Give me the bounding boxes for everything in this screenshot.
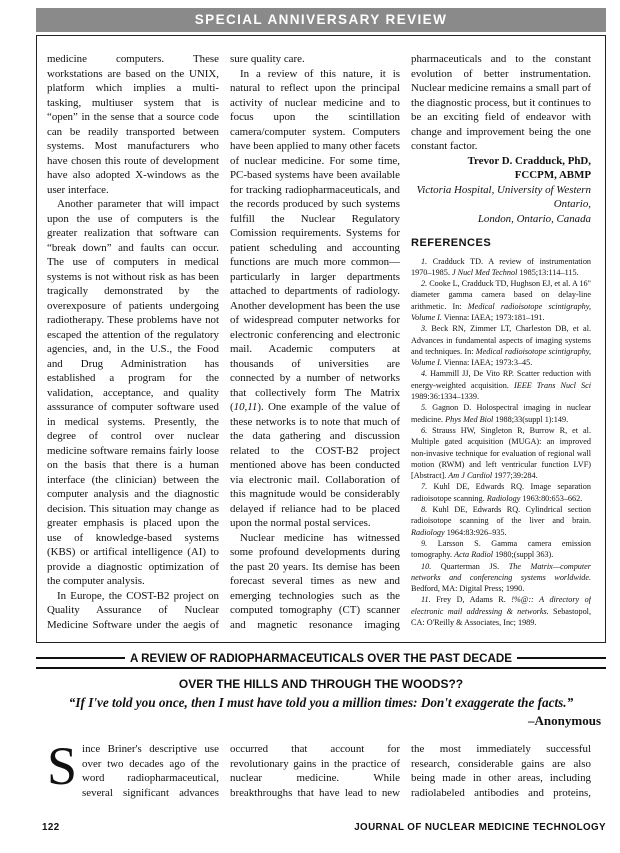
reference-text: 1988;33(suppl 1):149. [493, 414, 569, 424]
body-column-3: the most immediately successful research, considerable gains are also being made in other areas, including radiolabeled antibodies and proteins, [411, 743, 591, 799]
reference-number: 3. [421, 324, 432, 334]
reference-text: Larsson S. Gamma camera emission tomography. [411, 538, 591, 560]
title-rule [517, 657, 606, 659]
author-name: Trevor D. Cradduck, PhD, [467, 154, 591, 167]
horizontal-rule [36, 667, 606, 669]
reference-text: 1980;(suppl 363). [493, 550, 554, 560]
article-title: A REVIEW OF RADIOPHARMACEUTICALS OVER THE PAST DECADE [130, 651, 512, 665]
reference-text: 1985;13:114–115. [517, 267, 579, 277]
reference-entry [411, 368, 591, 402]
reference-entry [411, 278, 591, 323]
reference-text: Vienna: IAEA; 1973:181–191. [441, 312, 545, 322]
reference-text: 1977;39:284. [492, 471, 538, 481]
paragraph: ince Briner's descriptive use over two decades ago of the word radiopharmaceutical, several significant advances [82, 743, 219, 799]
section-banner: SPECIAL ANNIVERSARY REVIEW [36, 8, 606, 32]
reference-entry [411, 425, 591, 481]
reference-text: 1964:83:926–935. [444, 527, 507, 537]
paragraph: In Europe, the COST-B2 project on Quality Assurance of Nuclear Medicine Software under the aegis of [47, 589, 219, 631]
reference-number: 5. [421, 403, 433, 413]
paragraph-text: In a review of this nature, it is natural to reflect upon the principal activity of nuclear medicine and to focus upon the scintillation camera/computer system. Computers have been applied to many other facets of nuclear medicine. For some time, PC-based systems have been available for tracking radiopharmaceuticals, and the records produced by such systems fulfill the Nuclear Regulatory Comission requirements. Systems for patient scheduling and accounting functions are much more common—particularly in larger departments attached to departments of radiology. Another development has been the use of widespread computer networks for electronic conferencing and electronic mail. Academic computers at thousands of universities are connected by a number of networks that collectively form The Matrix ( [230, 67, 400, 413]
citation: 10,11 [233, 401, 258, 413]
paragraph: pharmaceuticals and to the constant evolution of better instrumentation. Nuclear medicine remains a small part of the diagnostic process, but it continues to be an exciting field of endeavor with change and improvement being the one constant factor. [411, 53, 591, 152]
reference-source: Radiology [411, 527, 445, 537]
reference-text: Vienna: IAEA; 1973:3–45. [441, 358, 533, 368]
paragraph: sure quality care. [230, 53, 305, 65]
article-subtitle: OVER THE HILLS AND THROUGH THE WOODS?? [178, 677, 464, 691]
reference-text: Kuhl DE, Edwards RQ. Cylindrical section radioisotope scanning of the liver and brain. [411, 505, 591, 526]
paragraph: Another parameter that will impact upon the use of computers is the greater realization that software can “break down” and faults can occur. The use of computers in medical systems is not without risk as has been tragically demonstrated by the overexposure of patients undergoing radiotherapy. These problems have not escaped the attention of the regulatory agencies, and, in the U.S., the Food and Drug Administration has established a program for the validation, acceptance, and quality asssurance of computer software used in medical systems. Presently, the degree of control over nuclear medicine software remains fairly loose on the basis that there is a human interface (the clinician) between the computer analysis and the diagnostic decision. This situation may change as greater emphasis is placed upon the use of knowledge-based systems (KBS) or artifical intelligence (AI) to provide a diagnostic optimization of the computer analysis. [47, 198, 219, 587]
reference-source: J Nucl Med Technol [451, 267, 518, 277]
reference-number: 2. [421, 279, 430, 289]
reference-source: Medical radioisotope scintigraphy, Volume I. [411, 301, 591, 322]
reference-source: IEEE Trans Nucl Sci [513, 380, 591, 390]
epigraph-attribution: –Anonymous [528, 713, 601, 728]
references-heading: REFERENCES [411, 237, 492, 249]
reference-text: Cooke L, Cradduck TD, Hughson EJ, et al. A 16" diameter gamma camera based on delay-line arithmetic. In: [411, 279, 591, 311]
reference-entry [411, 256, 591, 279]
article-title-bar [36, 652, 606, 664]
paragraph: medicine computers. These workstations are based on the UNIX, platform which implies a multi-tasking, multiuser system that is “open” in the sense that a source code can be readily transported between systems. Most manufacturers who have chosen this route of development have also adopted X-windows as the user interface. [47, 53, 219, 196]
reference-number: 1. [421, 256, 433, 266]
paragraph: Nuclear medicine has witnessed some profound developments during the past 20 years. Its demise has been forecast several times as new and emerging technologies such as the computed tomography (CT) scanner and magnetic resonance imaging [230, 531, 400, 631]
reference-text: Bedford, MA: Digital Press; 1990. [411, 584, 525, 594]
paragraph [230, 67, 400, 531]
author-affiliation: Victoria Hospital, University of Western [416, 183, 591, 196]
reference-source: !%@:: A directory of electronic mail addressing & networks. [411, 595, 591, 616]
body-column-1 [47, 742, 219, 802]
reference-text: Strauss HW, Singleton R, Burrow R, et al. Multiple gated acquisition (MUGA): an improved non-invasive technique for evaluation of regional wall motion (RWM) and left ventricular function LVF) [Abstract]. [411, 425, 591, 481]
reference-text: 1989:36:1334–1339. [411, 392, 480, 402]
body-column-2: occurred that account for revolutionary gains in the practice of nuclear medicine. While breakthroughs that have lead to new [230, 743, 400, 799]
reference-text: Hammill JJ, De Vito RP. Scatter reduction with energy-weighted acquisition. [411, 369, 591, 390]
reference-number: 8. [421, 505, 433, 515]
reference-entry [411, 561, 591, 595]
epigraph-quote: “If I've told you once, then I must have told you a million times: Don't exaggerate the facts.” [68, 695, 574, 710]
reference-text: Sebastopol, CA: O'Reilly & Associates, Inc; 1989. [411, 606, 591, 627]
reference-source: Medical radioisotope scintigraphy, Volume I. [411, 346, 591, 368]
reference-text: Cradduck TD. A review of instrumentation 1970–1985. [411, 256, 591, 277]
reference-text: Frey D, Adams R. [436, 595, 512, 605]
reference-entry [411, 594, 591, 628]
page-number: 122 [42, 822, 60, 833]
reference-entry [411, 504, 591, 538]
author-affiliation: Ontario, [553, 198, 591, 210]
reference-number: 11. [421, 595, 437, 605]
text-column-2 [230, 52, 400, 632]
reference-source: The Matrix—computer networks and conferencing systems worldwide. [411, 561, 591, 582]
reference-number: 9. [421, 538, 438, 548]
reference-number: 7. [421, 482, 434, 492]
page-footer [36, 822, 606, 836]
author-location: London, Ontario, Canada [477, 212, 591, 225]
text-column-1 [47, 52, 219, 632]
reference-number: 10. [421, 561, 441, 571]
reference-number: 6. [421, 425, 433, 435]
paragraph-text: ). One example of the value of these networks is to note that much of the data gathering and discussion related to the COST-B2 project mentioned above has been conducted via electronic mail. Collaboration of this magnitude would be considerably delayed if reliance had to be placed upon the normal postal services. [230, 401, 400, 529]
reference-entry [411, 402, 591, 425]
reference-source: Am J Cardiol [448, 471, 493, 481]
reference-number: 4. [421, 369, 431, 379]
reference-source: Radiology [486, 493, 521, 503]
reference-text: Kuhl DE, Edwards RQ. Image separation radioisotope scanning. [411, 482, 591, 503]
title-rule [36, 657, 125, 659]
journal-name: JOURNAL OF NUCLEAR MEDICINE TECHNOLOGY [354, 822, 606, 833]
reference-text: 1963:80:653–662. [520, 493, 583, 503]
author-credentials: FCCPM, ABMP [514, 169, 591, 181]
reference-source: Phys Med Biol [445, 414, 494, 424]
reference-text: Gagnon D. Holospectral imaging in nuclear medicine. [411, 403, 591, 424]
reference-source: Acta Radiol [454, 550, 494, 560]
drop-cap: S [47, 742, 78, 796]
reference-entry [411, 538, 591, 561]
text-column-3 [411, 52, 591, 632]
references-list [411, 256, 591, 629]
reference-entry [411, 323, 591, 368]
reference-text: Beck RN, Zimmer LT, Charleston DB, et al. Advances in fundamental aspects of imaging systems and techniques. In: [411, 324, 591, 356]
reference-entry [411, 481, 591, 504]
reference-text: Quarterman JS. [440, 561, 509, 571]
